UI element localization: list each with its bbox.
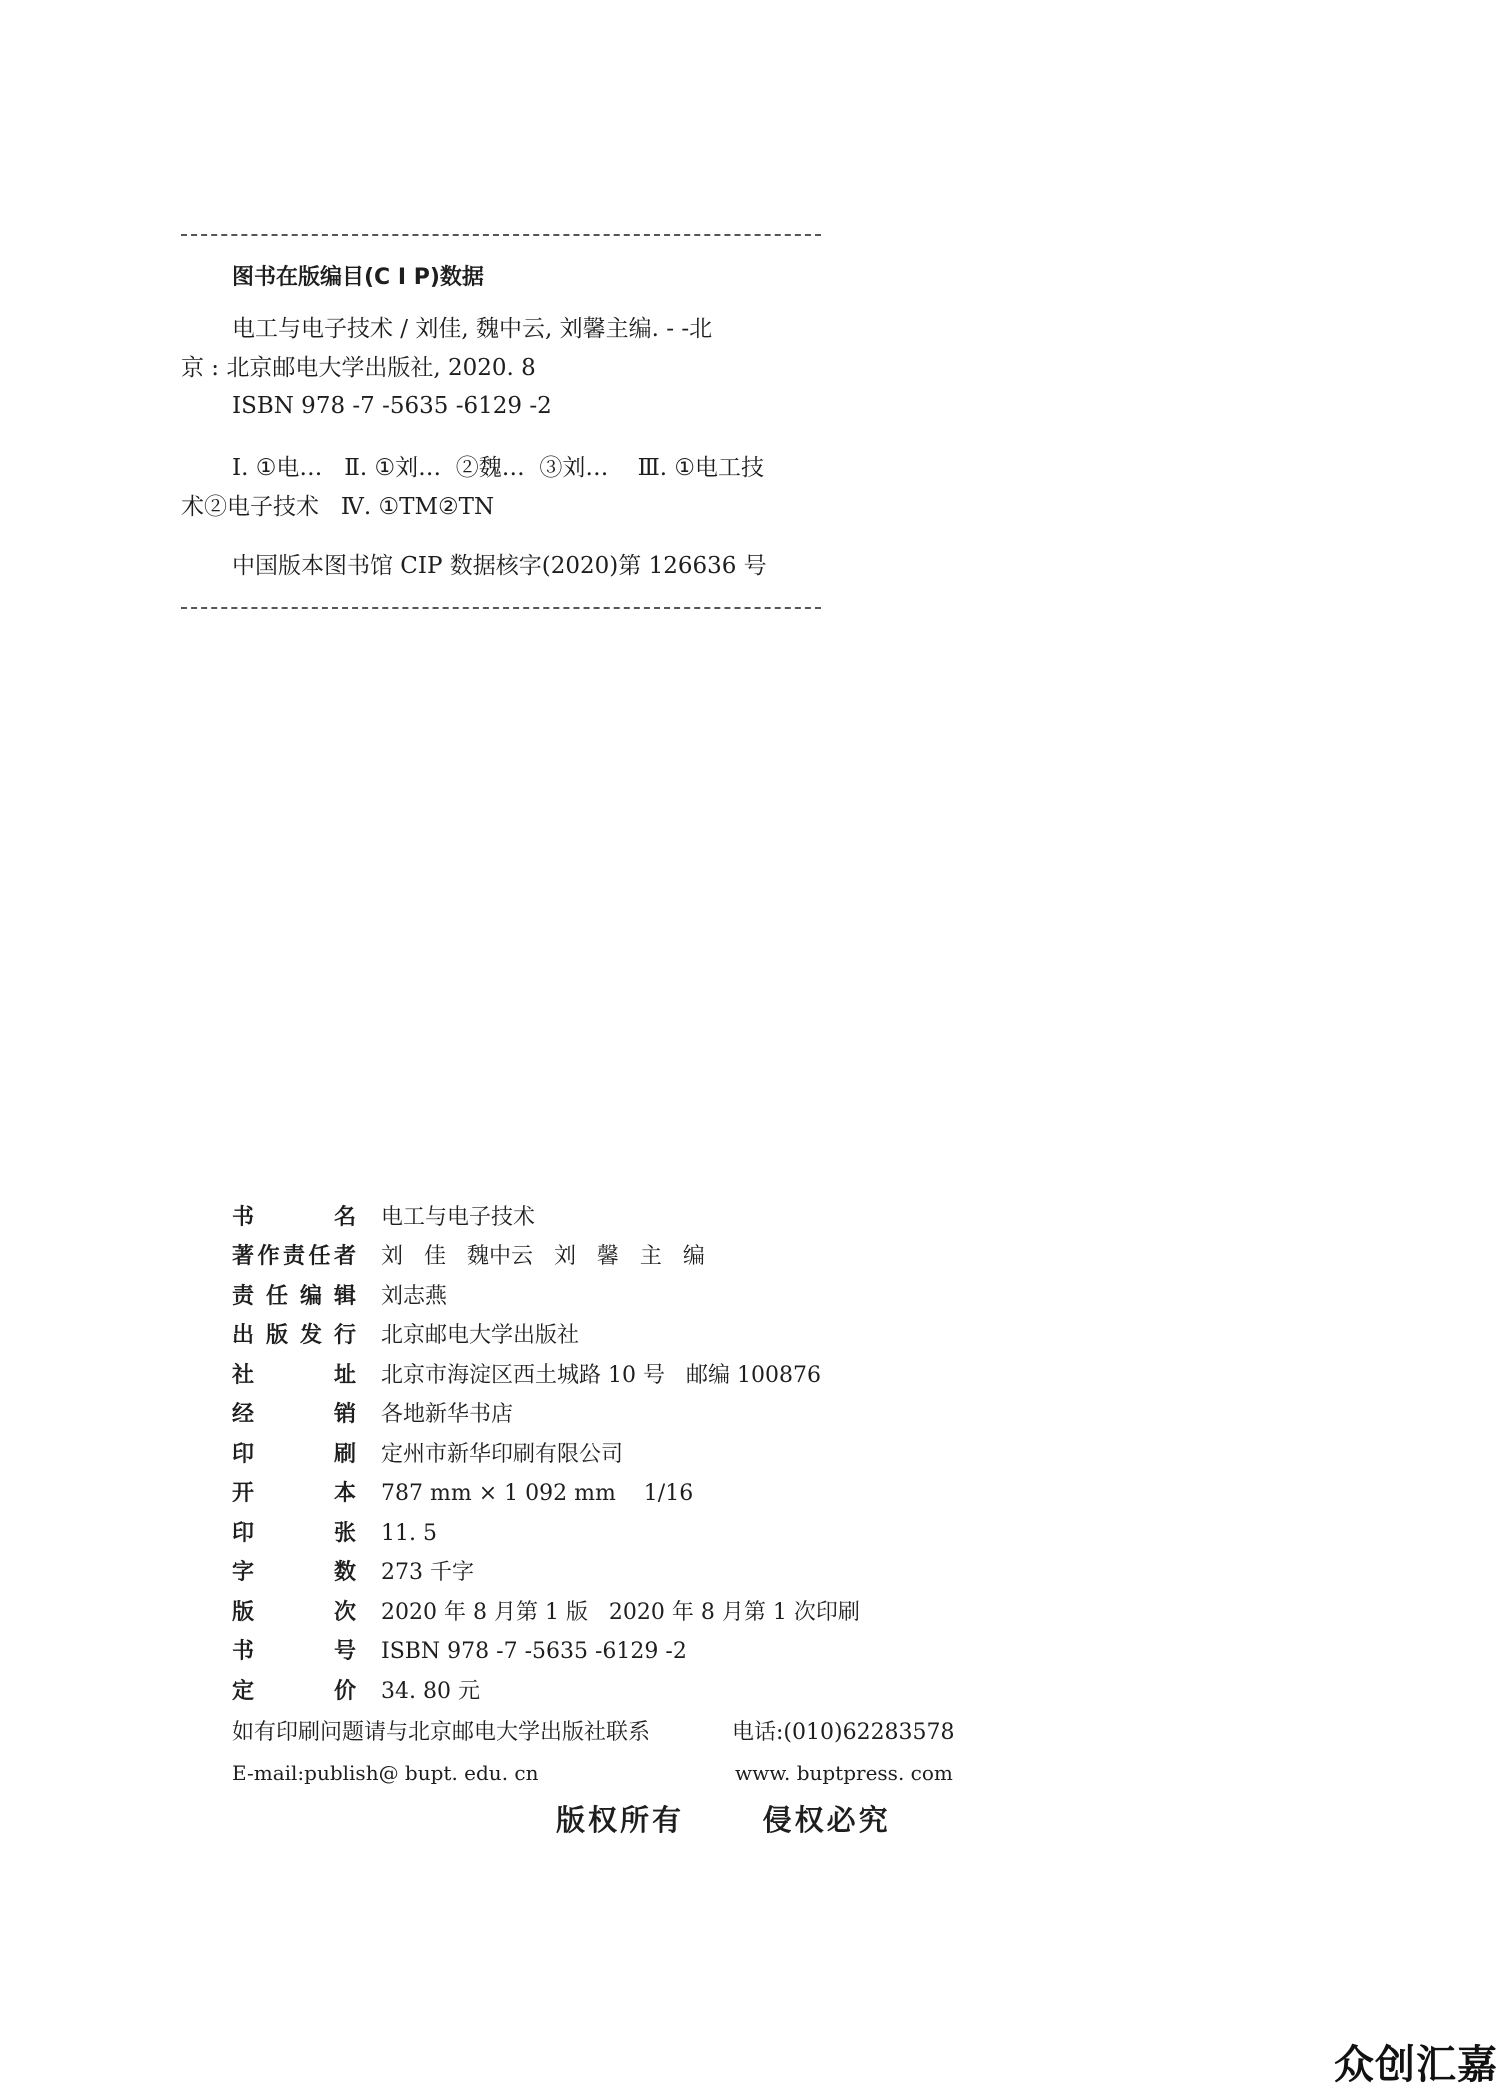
info-value-address: 北京市海淀区西土城路 10 号 邮编 100876: [381, 1363, 821, 1388]
info-label-word-count: 字数: [232, 1560, 356, 1585]
info-label-printer: 印刷: [232, 1442, 356, 1467]
cip-title: 图书在版编目(C I P)数据: [232, 265, 484, 290]
cip-entry-line-2: 京 : 北京邮电大学出版社, 2020. 8: [181, 355, 536, 381]
copyright-notice: 版权所有 侵权必究: [556, 1803, 891, 1837]
info-value-printer: 定州市新华印刷有限公司: [381, 1442, 624, 1467]
info-label-book-name: 书名: [232, 1205, 356, 1230]
info-label-price: 定价: [232, 1679, 356, 1704]
cip-top-divider: [181, 234, 821, 236]
cip-isbn: ISBN 978 -7 -5635 -6129 -2: [232, 393, 552, 419]
cip-classification-line-1: Ⅰ. ①电… Ⅱ. ①刘… ②魏… ③刘… Ⅲ. ①电工技: [232, 455, 765, 481]
info-label-distributor: 经销: [232, 1402, 356, 1427]
watermark-logo: 众创汇嘉: [1334, 2042, 1498, 2088]
cip-classification-line-2: 术②电子技术 Ⅳ. ①TM②TN: [181, 494, 495, 520]
cip-bottom-divider: [181, 607, 821, 609]
info-value-distributor: 各地新华书店: [381, 1402, 514, 1427]
cip-entry-line-1: 电工与电子技术 / 刘佳, 魏中云, 刘馨主编. - -北: [232, 316, 713, 342]
info-value-word-count: 273 千字: [381, 1560, 474, 1585]
info-label-edition: 版次: [232, 1600, 356, 1625]
info-value-publisher: 北京邮电大学出版社: [381, 1323, 580, 1348]
info-value-editor: 刘志燕: [381, 1284, 448, 1309]
info-label-format: 开本: [232, 1481, 356, 1506]
info-label-isbn: 书号: [232, 1639, 356, 1664]
info-value-format: 787 mm × 1 092 mm 1/16: [381, 1481, 694, 1506]
info-label-publisher: 出版发行: [232, 1323, 356, 1348]
info-value-isbn: ISBN 978 -7 -5635 -6129 -2: [381, 1639, 687, 1664]
contact-phone: 电话:(010)62283578: [732, 1720, 955, 1745]
cip-record-number: 中国版本图书馆 CIP 数据核字(2020)第 126636 号: [232, 553, 767, 579]
info-value-authors: 刘 佳 魏中云 刘 馨 主 编: [381, 1244, 705, 1269]
info-label-sheets: 印张: [232, 1521, 356, 1546]
info-label-address: 社址: [232, 1363, 356, 1388]
info-label-editor: 责任编辑: [232, 1284, 356, 1309]
info-value-book-name: 电工与电子技术: [381, 1205, 536, 1230]
contact-line: 如有印刷问题请与北京邮电大学出版社联系: [232, 1720, 651, 1745]
info-value-edition: 2020 年 8 月第 1 版 2020 年 8 月第 1 次印刷: [381, 1600, 860, 1625]
contact-email: E-mail:publish@ bupt. edu. cn: [232, 1761, 539, 1785]
info-value-price: 34. 80 元: [381, 1679, 480, 1704]
info-label-authors: 著作责任者: [232, 1244, 356, 1269]
info-value-sheets: 11. 5: [381, 1521, 437, 1546]
contact-website: www. buptpress. com: [735, 1761, 953, 1785]
